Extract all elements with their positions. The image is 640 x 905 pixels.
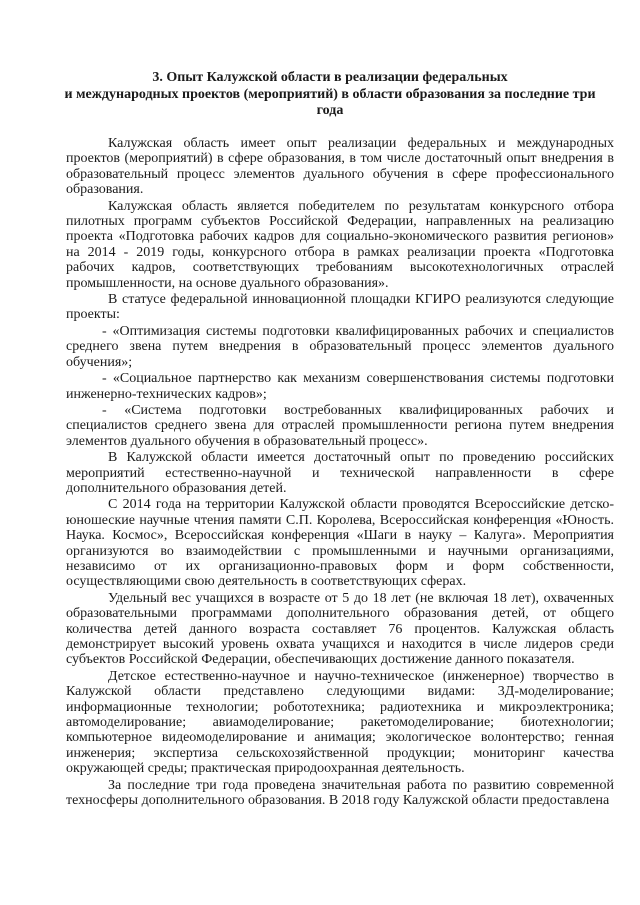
paragraph-experience: Калужская область имеет опыт реализации федеральных и международных проектов (мероприятий) в сфере образования, в том числе достаточный опыт внедрения в образовательный процесс элементов дуального обучения в сфере профессионального образования. [66,136,614,198]
paragraph-korolev-readings: С 2014 года на территории Калужской области проводятся Всероссийские детско-юношеские научные чтения памяти С.П. Королева, Всероссийская конференция «Юность. Наука. Космос», Всероссийская конференция «Шаги в науку – Калуга». Мероприятия организуются во взаимодействии с промышленными и научными организациями, независимо от их организационно-правовых форм и форм собственности, осуществляющими свою деятельность в соответствующих сферах. [66,497,614,590]
heading-line-2: и международных проектов (мероприятий) в области образования за последние три [64,86,596,102]
paragraph-innovation-status: В статусе федеральной инновационной площадки КГИРО реализуются следующие проекты: [66,292,614,323]
list-item-project-1: - «Оптимизация системы подготовки квалифицированных рабочих и специалистов среднего звена путем внедрения в образовательный процесс элементов дуального обучения»; [66,323,614,370]
paragraph-events-experience: В Калужской области имеется достаточный опыт по проведению российских мероприятий естественно-научной и технической направленности в сфере дополнительного образования детей. [66,450,614,496]
paragraph-creativity-types: Детское естественно-научное и научно-техническое (инженерное) творчество в Калужской области представлено следующими видами: 3Д-моделирование; информационные технологии; робототехника; радиотехника и микроэлектроника; автомоделирование; авиамоделирование; ракетомоделирование; биотехнологии; компьютерное видеомоделирование и анимация; экологическое волонтерство; генная инженерия; экспертиза сельскохозяйственной продукции; мониторинг качества окружающей среды; практическая природоохранная деятельность. [66,668,614,777]
list-item-project-3: - «Система подготовки востребованных квалифицированных рабочих и специалистов среднего звена для отраслей промышленности региона путем внедрения элементов дуального обучения в образовательный процесс». [66,402,614,449]
list-item-project-2: - «Социальное партнерство как механизм совершенствования системы подготовки инженерно-технических кадров»; [66,371,614,402]
heading-line-3: года [316,103,344,118]
heading-line-1: 3. Опыт Калужской области в реализации федеральных [152,70,508,85]
section-heading [60,70,600,120]
paragraph-technosphere: За последние три года проведена значительная работа по развитию современной техносферы дополнительного образования. В 2018 году Калужской области предоставлена [66,777,614,809]
paragraph-winner: Калужская область является победителем по результатам конкурсного отбора пилотных программ субъектов Российской Федерации, направленных на реализацию проекта «Подготовка рабочих кадров для социально-экономического развития регионов» на 2014 - 2019 годы, конкурсного отбора в рамках реализации проекта «Подготовка рабочих кадров, соответствующих требованиям высокотехнологичных отраслей промышленности, на основе дуального образования». [66,198,614,291]
paragraph-coverage-share: Удельный вес учащихся в возрасте от 5 до 18 лет (не включая 18 лет), охваченных образовательными программами дополнительного образования детей, от общего количества детей данного возраста составляет 76 процентов. Калужская область демонстрирует высокий уровень охвата учащихся и находится в числе лидеров среди субъектов Российской Федерации, обеспечивающих достижение данного показателя. [66,590,614,668]
document-body [66,136,614,809]
